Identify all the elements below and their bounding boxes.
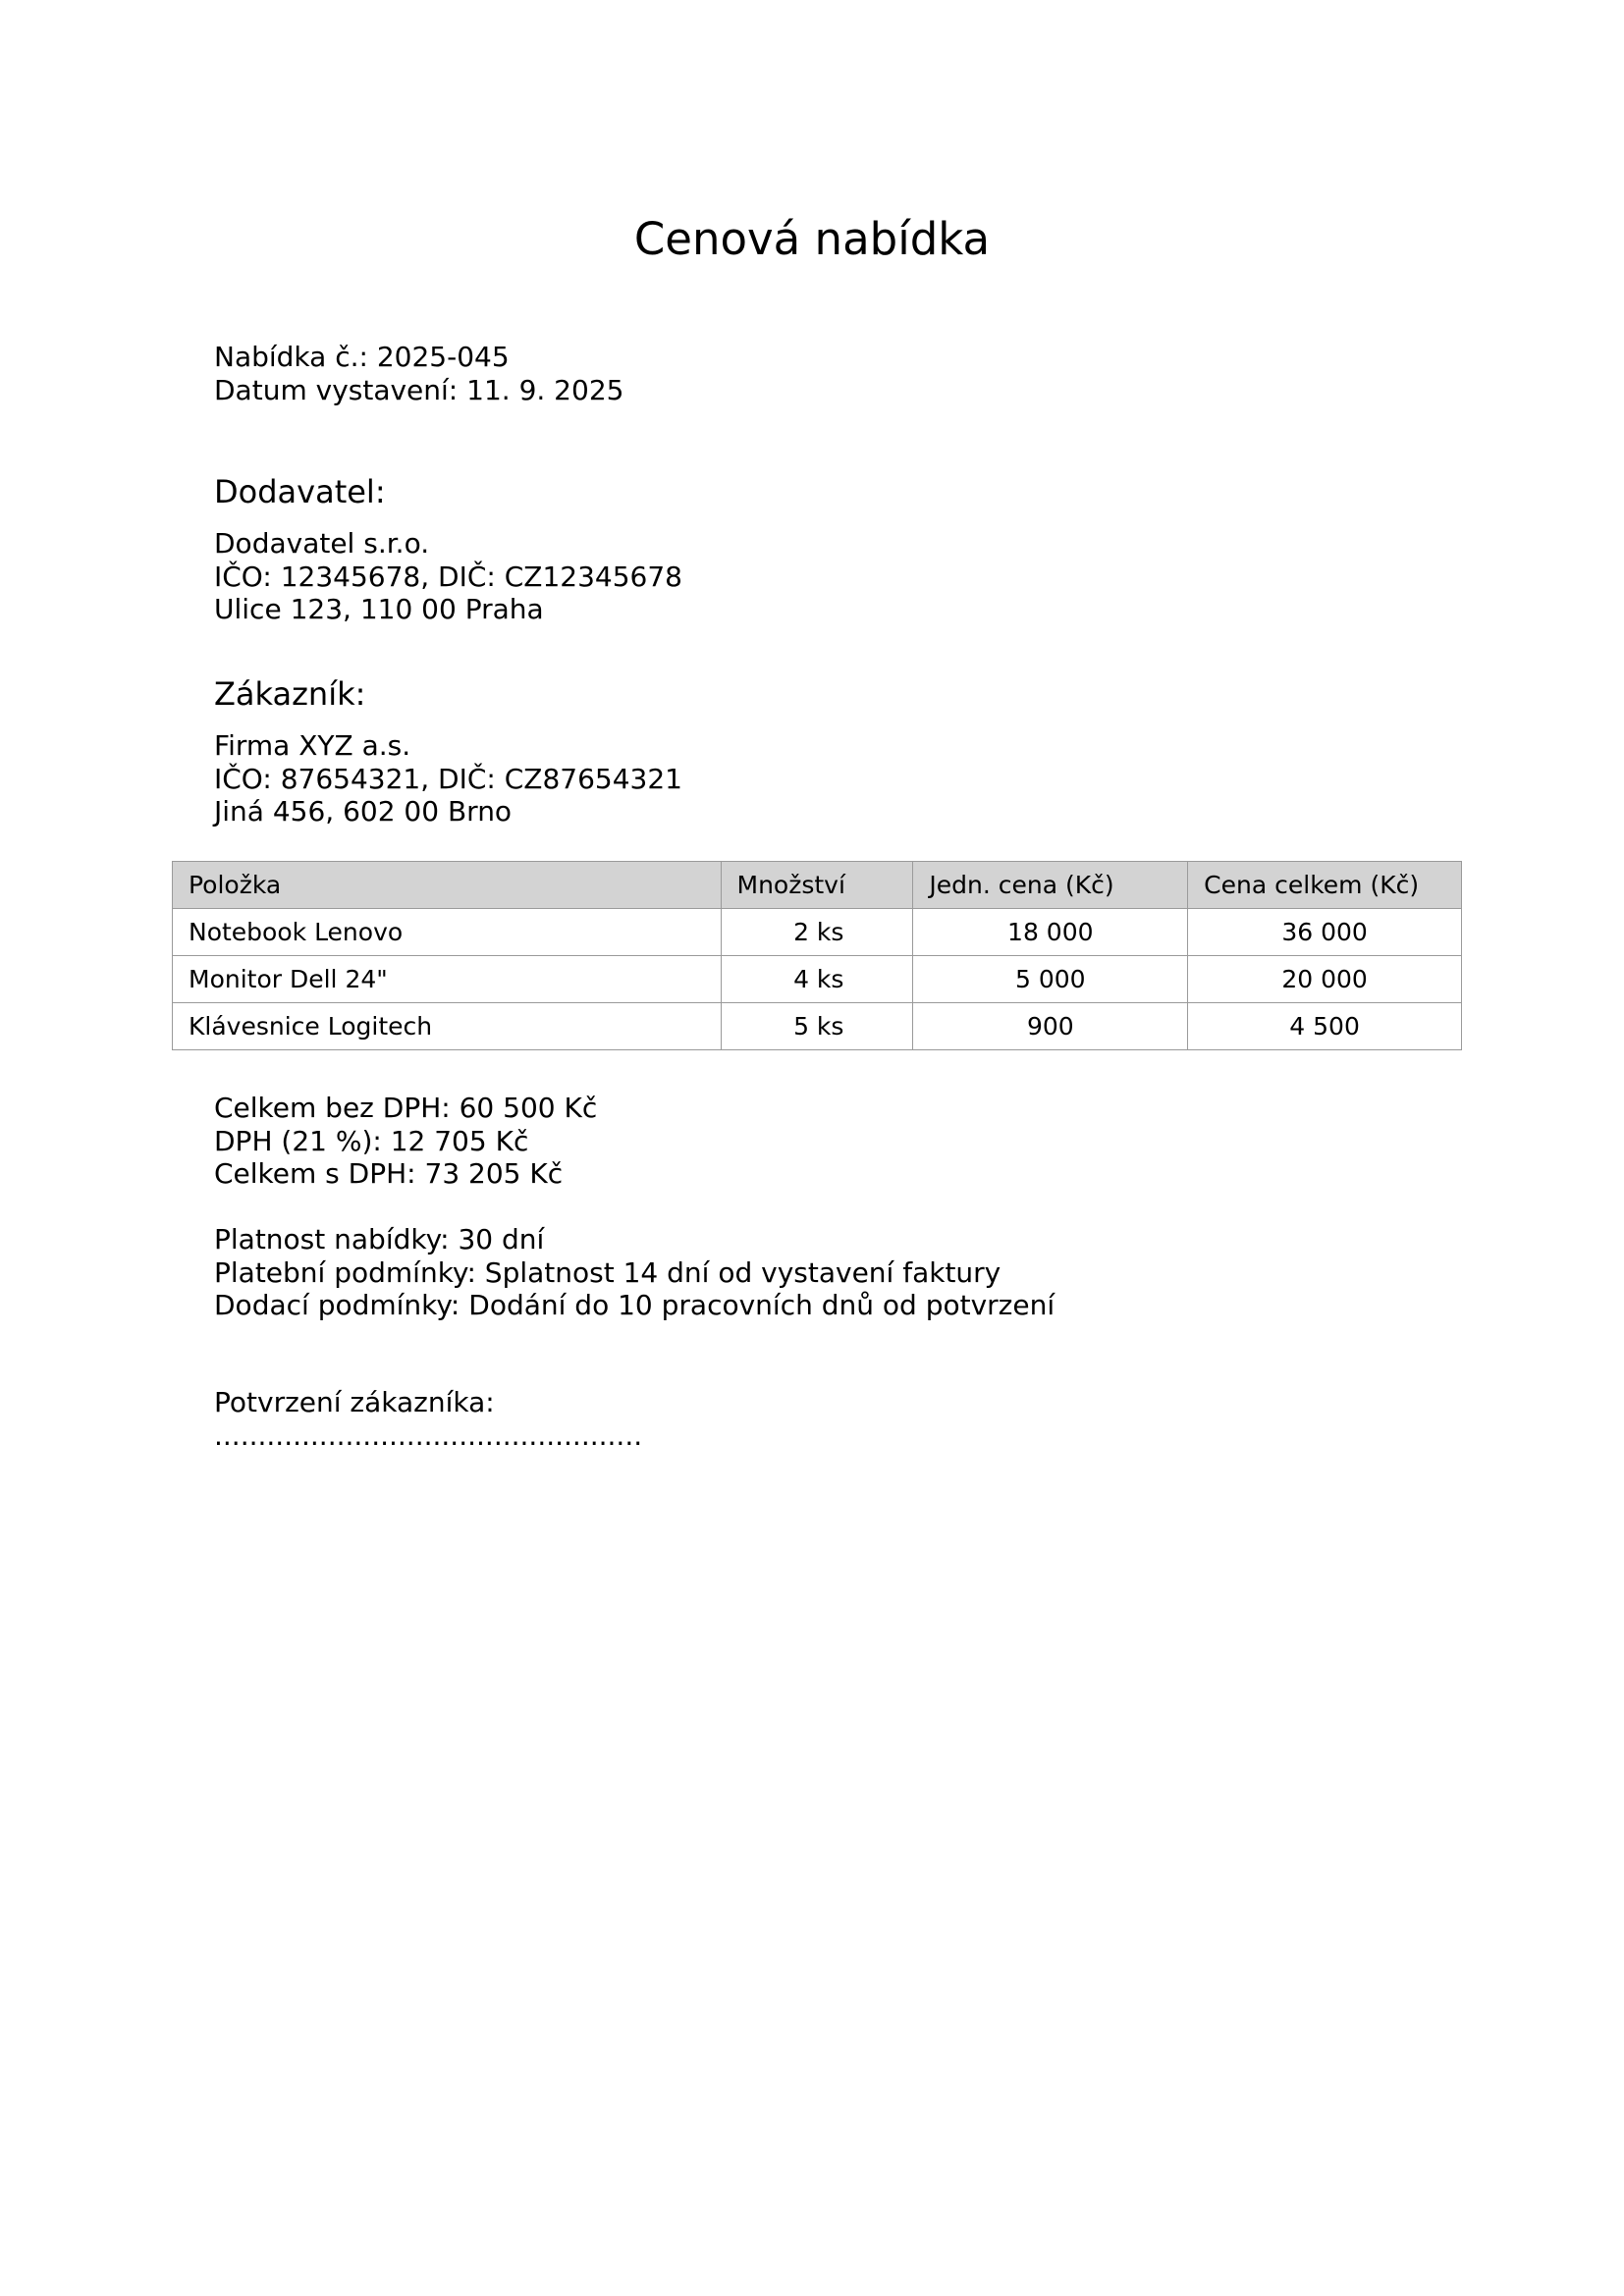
signature-line: ................................................. bbox=[214, 1418, 643, 1452]
cell-item: Monitor Dell 24" bbox=[173, 956, 722, 1003]
cell-total: 20 000 bbox=[1188, 956, 1462, 1003]
supplier-ids: IČO: 12345678, DIČ: CZ12345678 bbox=[214, 560, 682, 593]
offer-validity: Platnost nabídky: 30 dní bbox=[214, 1223, 545, 1255]
supplier-address: Ulice 123, 110 00 Praha bbox=[214, 593, 544, 625]
cell-quantity: 5 ks bbox=[721, 1003, 913, 1050]
supplier-name: Dodavatel s.r.o. bbox=[214, 527, 430, 560]
total-with-vat: Celkem s DPH: 73 205 Kč bbox=[214, 1157, 564, 1190]
terms bbox=[214, 1223, 1055, 1322]
column-header-quantity: Množství bbox=[721, 862, 913, 909]
vat-amount: DPH (21 %): 12 705 Kč bbox=[214, 1124, 529, 1157]
supplier-heading: Dodavatel: bbox=[214, 473, 386, 510]
column-header-total: Cena celkem (Kč) bbox=[1188, 862, 1462, 909]
cell-quantity: 4 ks bbox=[721, 956, 913, 1003]
offer-number: Nabídka č.: 2025-045 bbox=[214, 341, 510, 373]
customer-confirmation bbox=[214, 1386, 642, 1452]
column-header-unit-price: Jedn. cena (Kč) bbox=[913, 862, 1188, 909]
customer-ids: IČO: 87654321, DIČ: CZ87654321 bbox=[214, 762, 682, 795]
supplier-details bbox=[214, 527, 682, 626]
totals bbox=[214, 1092, 597, 1191]
cell-total: 36 000 bbox=[1188, 909, 1462, 956]
cell-item: Klávesnice Logitech bbox=[173, 1003, 722, 1050]
customer-details bbox=[214, 729, 682, 828]
offer-date: Datum vystavení: 11. 9. 2025 bbox=[214, 373, 624, 406]
cell-quantity: 2 ks bbox=[721, 909, 913, 956]
table-row bbox=[173, 1003, 1462, 1050]
document-title: Cenová nabídka bbox=[633, 213, 991, 265]
cell-total: 4 500 bbox=[1188, 1003, 1462, 1050]
customer-name: Firma XYZ a.s. bbox=[214, 729, 411, 762]
cell-item: Notebook Lenovo bbox=[173, 909, 722, 956]
confirmation-label: Potvrzení zákazníka: bbox=[214, 1386, 495, 1418]
payment-terms: Platební podmínky: Splatnost 14 dní od vystavení faktury bbox=[214, 1255, 1001, 1289]
customer-address: Jiná 456, 602 00 Brno bbox=[214, 795, 513, 828]
customer-heading: Zákazník: bbox=[214, 675, 366, 713]
table-header-row bbox=[173, 862, 1462, 909]
cell-unit-price: 5 000 bbox=[913, 956, 1188, 1003]
column-header-item: Položka bbox=[173, 862, 722, 909]
items-table bbox=[172, 861, 1462, 1050]
delivery-terms: Dodací podmínky: Dodání do 10 pracovních dnů od potvrzení bbox=[214, 1289, 1056, 1321]
cell-unit-price: 900 bbox=[913, 1003, 1188, 1050]
offer-info bbox=[214, 341, 623, 406]
cell-unit-price: 18 000 bbox=[913, 909, 1188, 956]
total-without-vat: Celkem bez DPH: 60 500 Kč bbox=[214, 1092, 598, 1124]
table-row bbox=[173, 909, 1462, 956]
table-row bbox=[173, 956, 1462, 1003]
